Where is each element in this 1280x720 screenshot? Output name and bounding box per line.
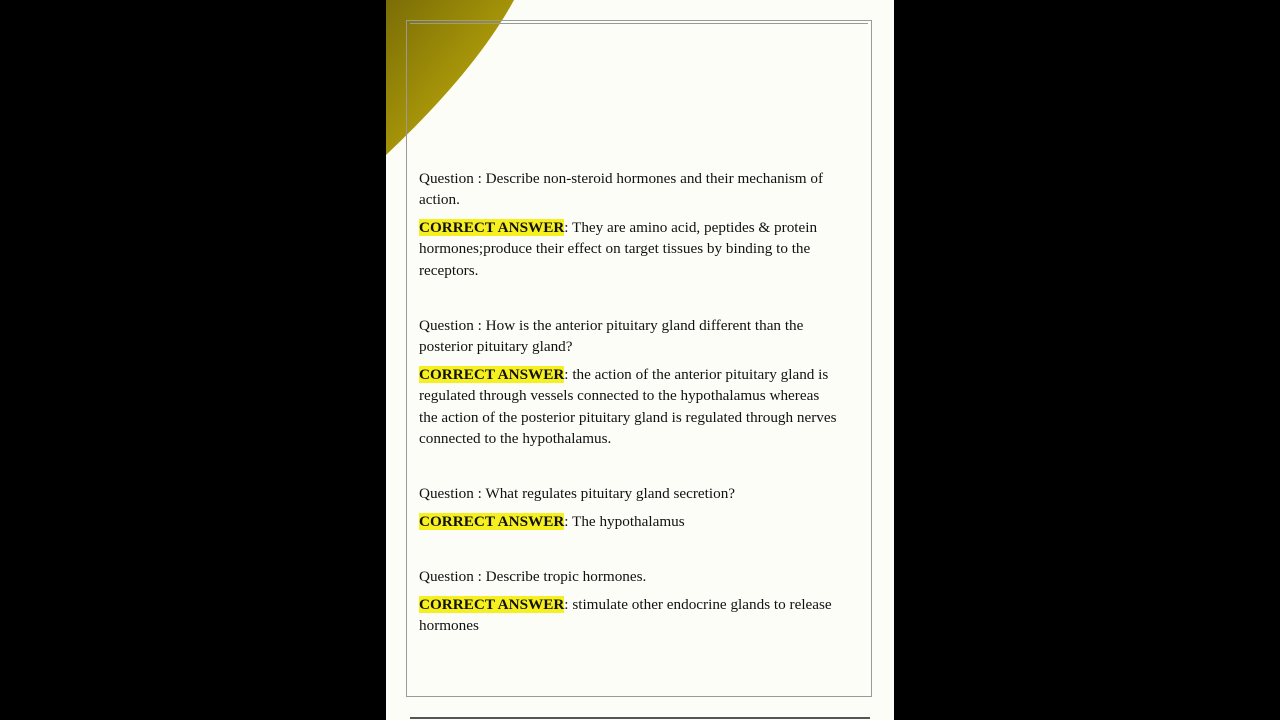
answer-body: : They are amino acid, peptides & protein hormones;produce their effect on target tissues by binding to the receptors.: [419, 218, 818, 279]
answer-text: [419, 217, 839, 281]
answer-text: [419, 511, 839, 532]
frame-double-line: [410, 23, 868, 24]
spacer: [419, 281, 839, 315]
qa-item: [419, 168, 839, 281]
document-page: [386, 0, 894, 720]
question-text: Question : How is the anterior pituitary gland different than the posterior pituitary gland?: [419, 317, 804, 356]
correct-answer-label: CORRECT ANSWER: [419, 595, 565, 613]
answer-text: [419, 364, 839, 450]
answer-body: : the action of the anterior pituitary gland is regulated through vessels connected to the hypothalamus whereas the action of the posterior pituitary gland is regulated through nerves connected to the hypothalamus.: [419, 365, 837, 448]
next-page-edge: [410, 717, 870, 719]
question-text: Question : Describe non-steroid hormones and their mechanism of action.: [419, 170, 824, 209]
correct-answer-label: CORRECT ANSWER: [419, 218, 565, 236]
qa-item: [419, 315, 839, 449]
answer-body: : The hypothalamus: [564, 512, 685, 530]
spacer: [419, 449, 839, 483]
correct-answer-label: CORRECT ANSWER: [419, 512, 565, 530]
qa-content: [419, 168, 839, 637]
qa-item: [419, 566, 839, 636]
question-text: Question : What regulates pituitary gland secretion?: [419, 485, 736, 503]
answer-text: [419, 594, 839, 637]
question-text: Question : Describe tropic hormones.: [419, 568, 647, 586]
spacer: [419, 532, 839, 566]
correct-answer-label: CORRECT ANSWER: [419, 365, 565, 383]
qa-item: [419, 483, 839, 532]
answer-body: : stimulate other endocrine glands to release hormones: [419, 595, 832, 635]
